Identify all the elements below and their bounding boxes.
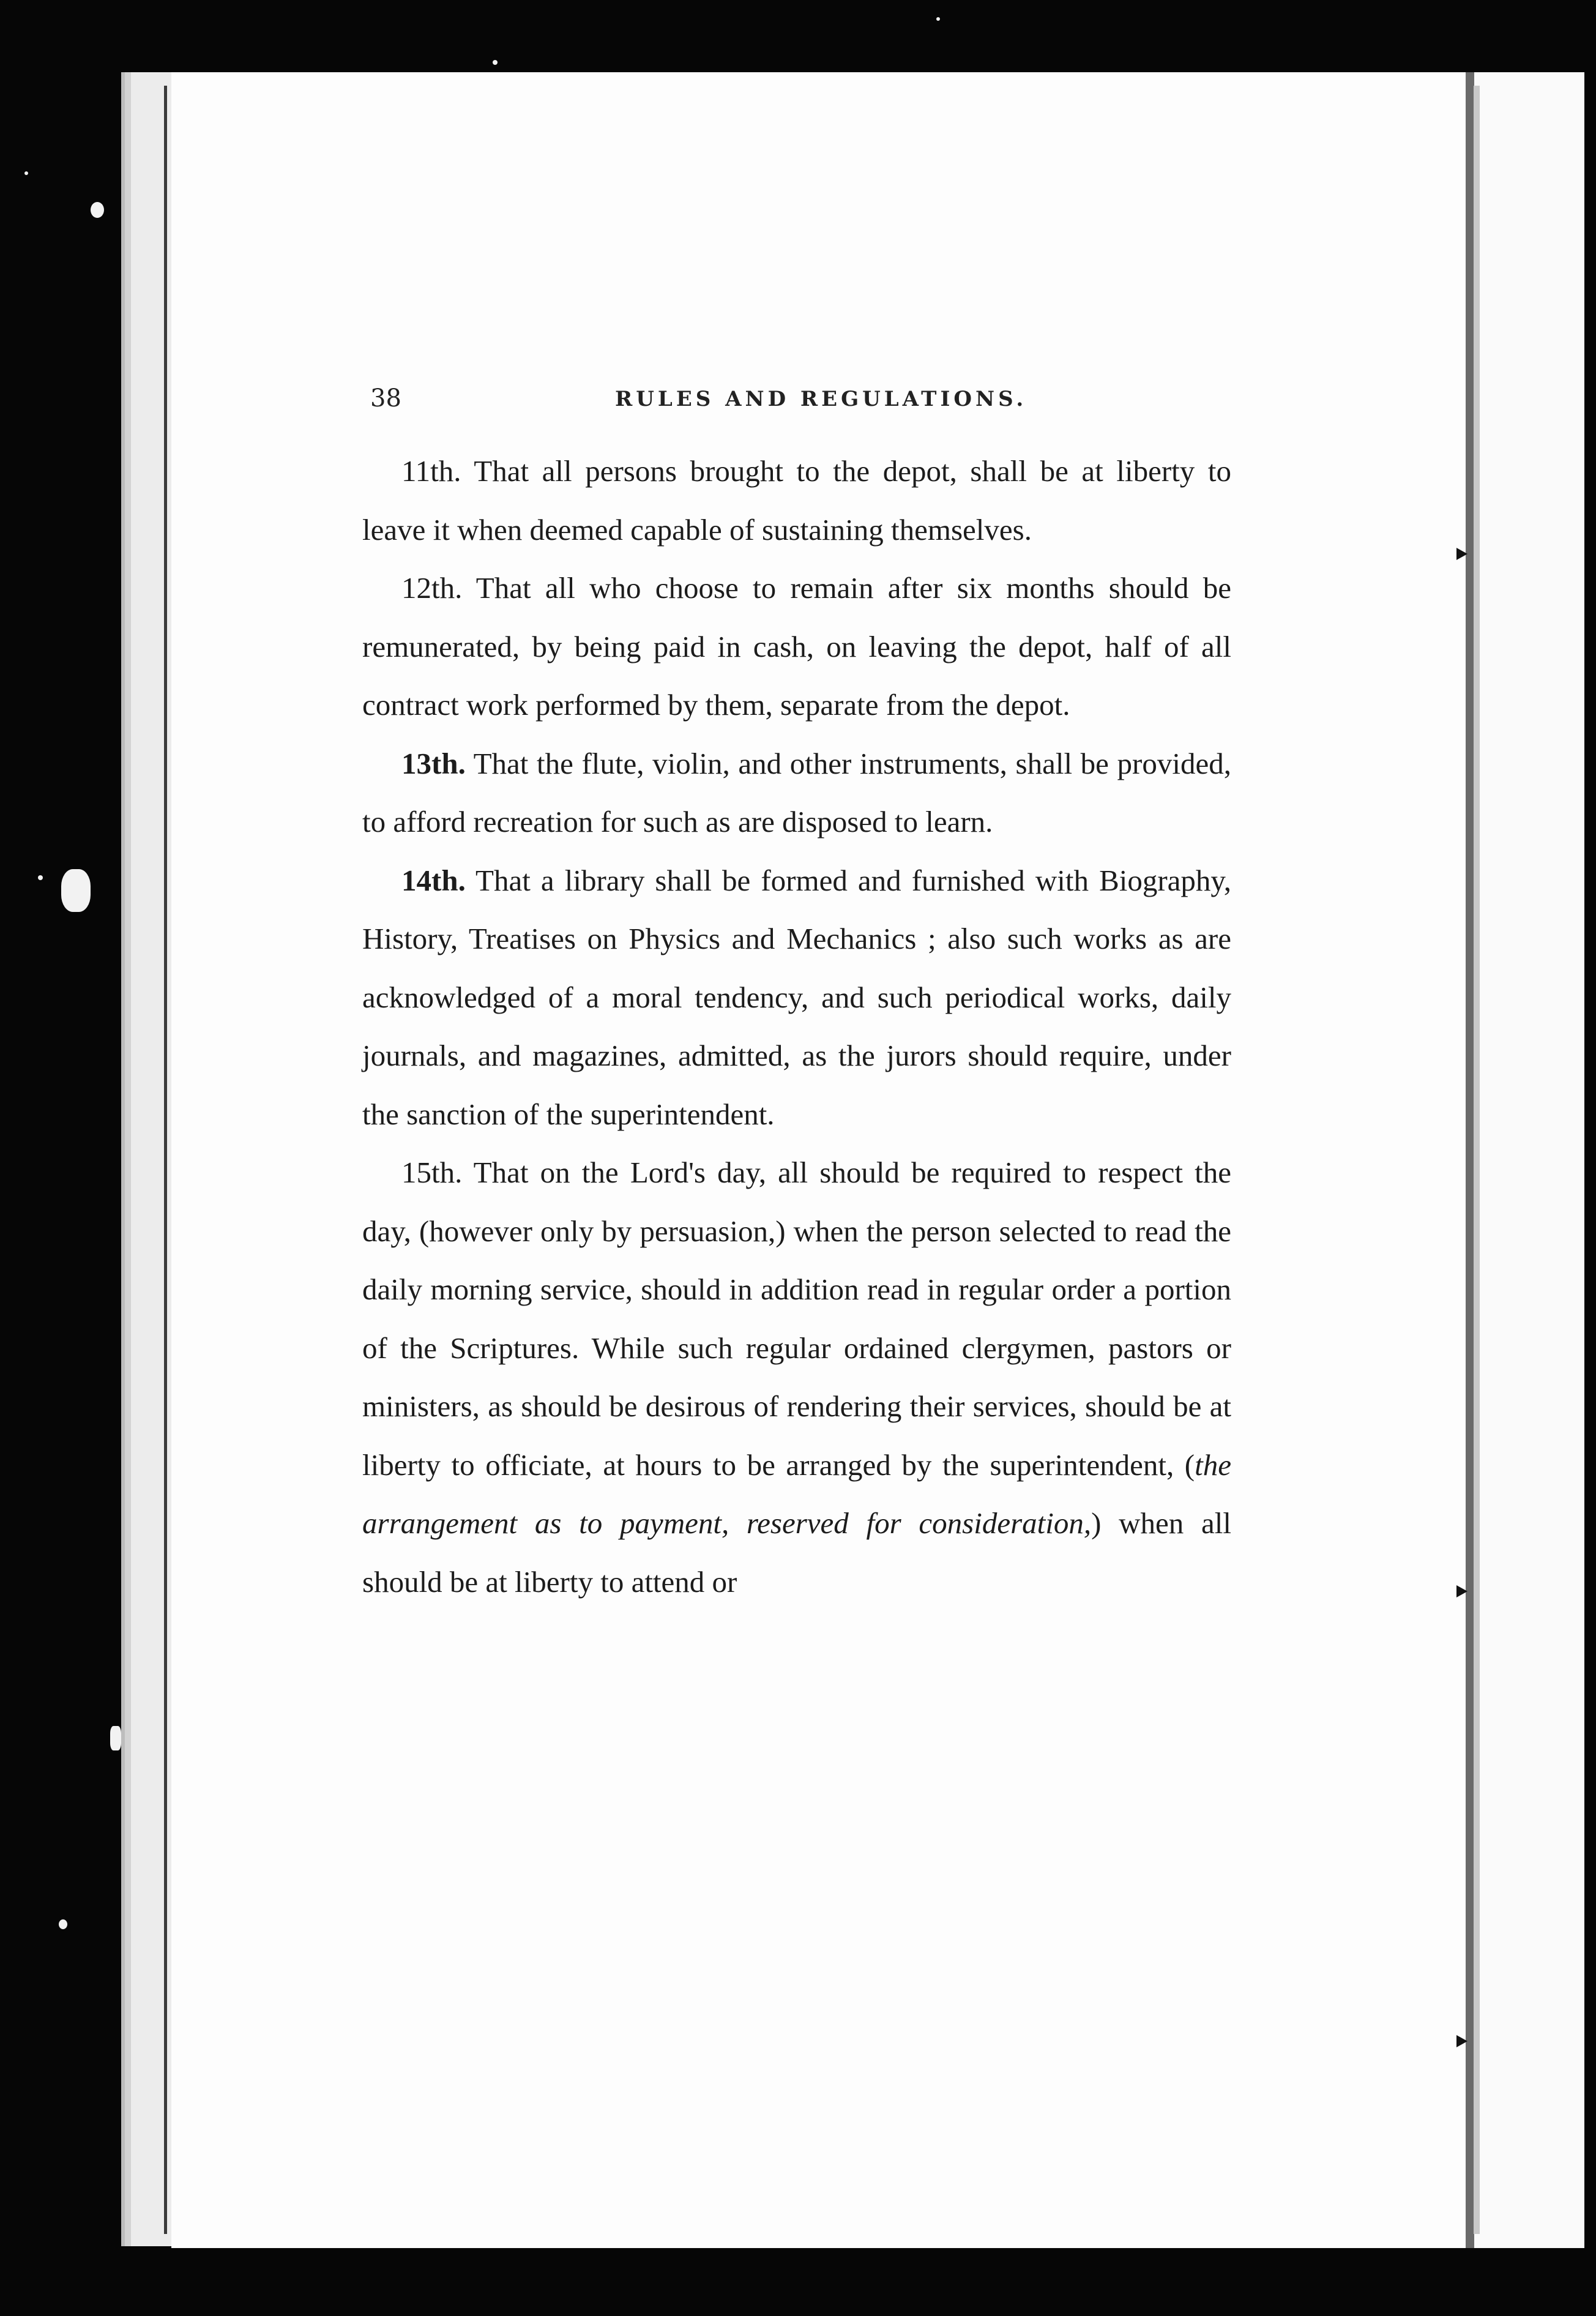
running-head bbox=[370, 384, 1227, 415]
rule-11 bbox=[362, 442, 1231, 559]
rule-number: 12th. bbox=[401, 571, 463, 605]
rule-text-italic: the arrangement as to payment, reserved for consideration, bbox=[362, 1448, 1231, 1540]
rule-text: That on the Lord's day, all should be required to respect the day, (however only by persuasion,) when the person selected to read the daily morning service, should in addition read in regular order a portion of the Scriptures. While such regular ordained clergymen, pastors or ministers, as should be desirous of rendering their services, should be at liberty to officiate, at hours to be arranged by the superintendent, ( bbox=[362, 1156, 1231, 1482]
rule-number: 15th. bbox=[401, 1156, 463, 1189]
rule-text: That a library shall be formed and furnished with Biography, History, Treatises on Physics and Mechanics ; also such works as are acknowledged of a moral tendency, and such periodical works, daily journals, and magazines, admitted, as the jurors should require, under the sanction of the superintendent. bbox=[362, 863, 1231, 1131]
rule-text: That all who choose to remain after six months should be remunerated, by being paid in cash, on leaving the depot, half of all contract work performed by them, separate from the depot. bbox=[362, 571, 1231, 722]
dust-speck bbox=[24, 171, 28, 175]
running-title: RULES AND REGULATIONS. bbox=[615, 387, 1027, 411]
gutter-mark bbox=[1456, 548, 1467, 560]
rule-text: That the flute, violin, and other instruments, shall be provided, to afford recreation for such as are disposed to learn. bbox=[362, 746, 1231, 839]
dust-speck bbox=[493, 60, 498, 65]
rule-number: 14th. bbox=[401, 863, 466, 897]
rule-14 bbox=[362, 851, 1231, 1144]
page-number: 38 bbox=[370, 384, 401, 413]
dust-speck bbox=[59, 1919, 67, 1929]
rule-number: 13th. bbox=[401, 746, 466, 780]
facing-page-gutter-shadow bbox=[1474, 86, 1480, 2234]
dust-speck bbox=[936, 17, 940, 21]
rule-12 bbox=[362, 559, 1231, 734]
dust-speck bbox=[110, 1726, 121, 1750]
gutter-mark bbox=[1456, 1585, 1467, 1597]
body-text bbox=[362, 442, 1231, 1611]
rule-text-continued: ) when all should be at liberty to attend or bbox=[362, 1506, 1231, 1599]
rule-15 bbox=[362, 1143, 1231, 1611]
dust-speck bbox=[61, 869, 91, 912]
edge-line bbox=[164, 86, 167, 2234]
facing-page bbox=[1466, 72, 1584, 2248]
dust-speck bbox=[38, 875, 43, 880]
rule-number: 11th. bbox=[401, 454, 461, 488]
rule-text: That all persons brought to the depot, shall be at liberty to leave it when deemed capable of sustaining themselves. bbox=[362, 454, 1231, 547]
rule-13 bbox=[362, 734, 1231, 851]
dust-speck bbox=[91, 202, 104, 218]
gutter-mark bbox=[1456, 2035, 1467, 2047]
